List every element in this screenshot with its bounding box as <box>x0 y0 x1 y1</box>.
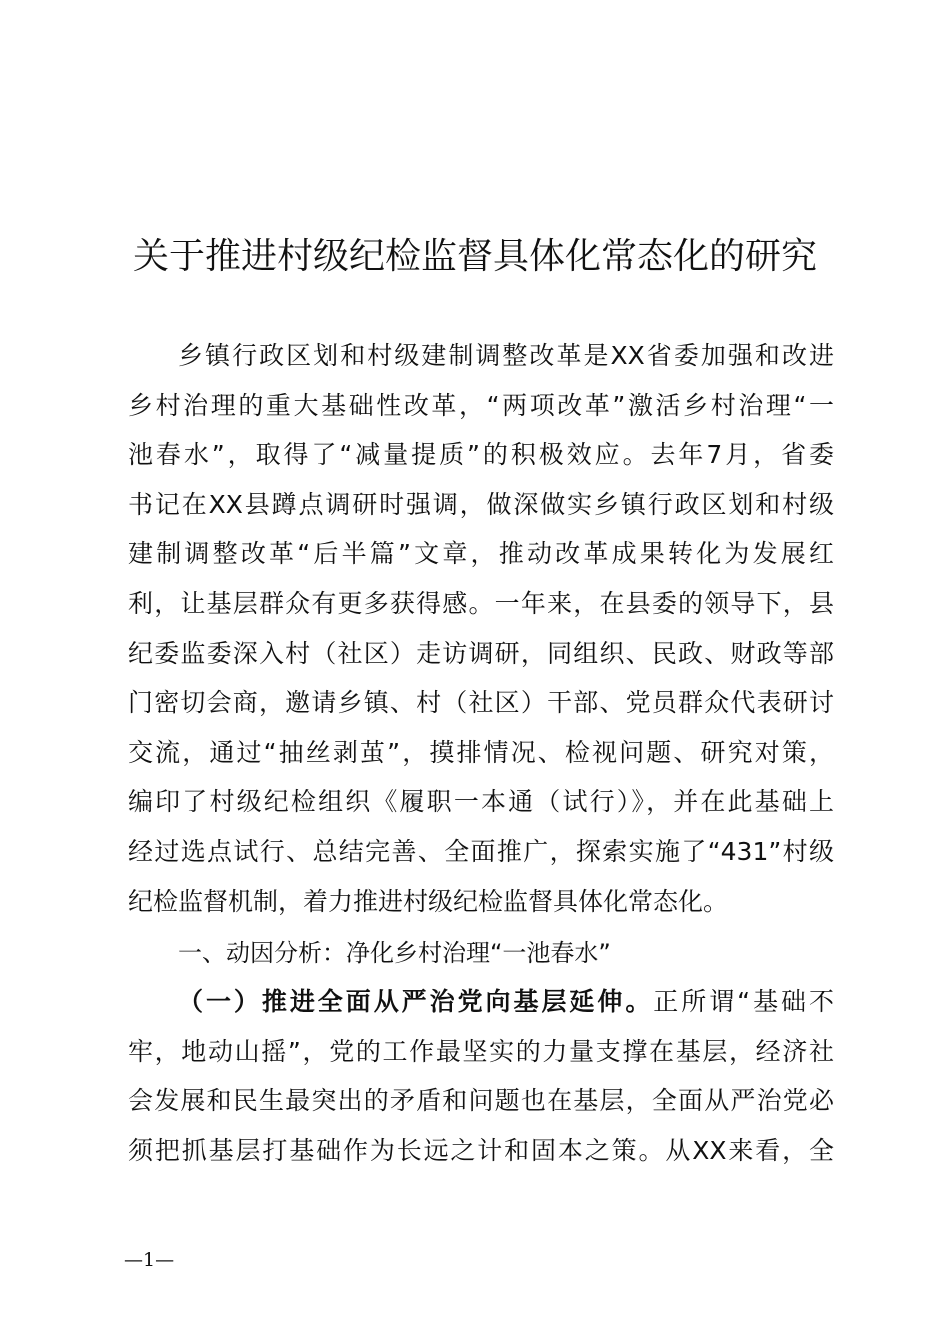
section-heading: 一、动因分析：净化乡村治理“一池春水” <box>178 939 611 967</box>
paragraph-line: 建制调整改革“后半篇”文章，推动改革成果转化为发展红 <box>128 539 834 569</box>
paragraph-line: 门密切会商，邀请乡镇、村（社区）干部、党员群众代表研讨 <box>128 688 834 718</box>
paragraph-line: 利，让基层群众有更多获得感。一年来，在县委的领导下，县 <box>128 588 834 618</box>
paragraph-line: 经过选点试行、总结完善、全面推广，探索实施了“431”村级 <box>128 836 834 866</box>
subsection-paragraph <box>128 977 834 1175</box>
subsection-first-line-rest: 正所谓“基础不 <box>653 987 834 1016</box>
document-title: 关于推进村级纪检监督具体化常态化的研究 <box>132 236 817 277</box>
paragraph-line: 池春水”，取得了“减量提质”的积极效应。去年7月，省委 <box>128 440 834 470</box>
page-number: —1— <box>124 1249 175 1271</box>
paragraph-line: 纪检监督机制，着力推进村级纪检监督具体化常态化。 <box>128 886 729 916</box>
paragraph-line: 乡村治理的重大基础性改革，“两项改革”激活乡村治理“一 <box>128 390 834 420</box>
subsection-lead: （一）推进全面从严治党向基层延伸。 <box>178 987 654 1016</box>
paragraph-line: 书记在XX县蹲点调研时强调，做深做实乡镇行政区划和村级 <box>128 489 834 519</box>
paragraph-line: 牢，地动山摇”，党的工作最坚实的力量支撑在基层，经济社 <box>128 1036 834 1066</box>
paragraph-line: 编印了村级纪检组织《履职一本通（试行）》，并在此基础上 <box>128 787 834 817</box>
subsection-first-line <box>128 977 834 1027</box>
paragraph-line: 乡镇行政区划和村级建制调整改革是XX省委加强和改进 <box>178 341 834 370</box>
paragraph-line: 纪委监委深入村（社区）走访调研，同组织、民政、财政等部 <box>128 638 834 668</box>
paragraph-line: 会发展和民生最突出的矛盾和问题也在基层，全面从严治党必 <box>128 1086 834 1116</box>
paragraph-line: 须把抓基层打基础作为长远之计和固本之策。从XX来看，全 <box>128 1135 834 1165</box>
intro-paragraph <box>128 331 834 926</box>
paragraph-line: 交流，通过“抽丝剥茧”，摸排情况、检视问题、研究对策， <box>128 737 834 767</box>
